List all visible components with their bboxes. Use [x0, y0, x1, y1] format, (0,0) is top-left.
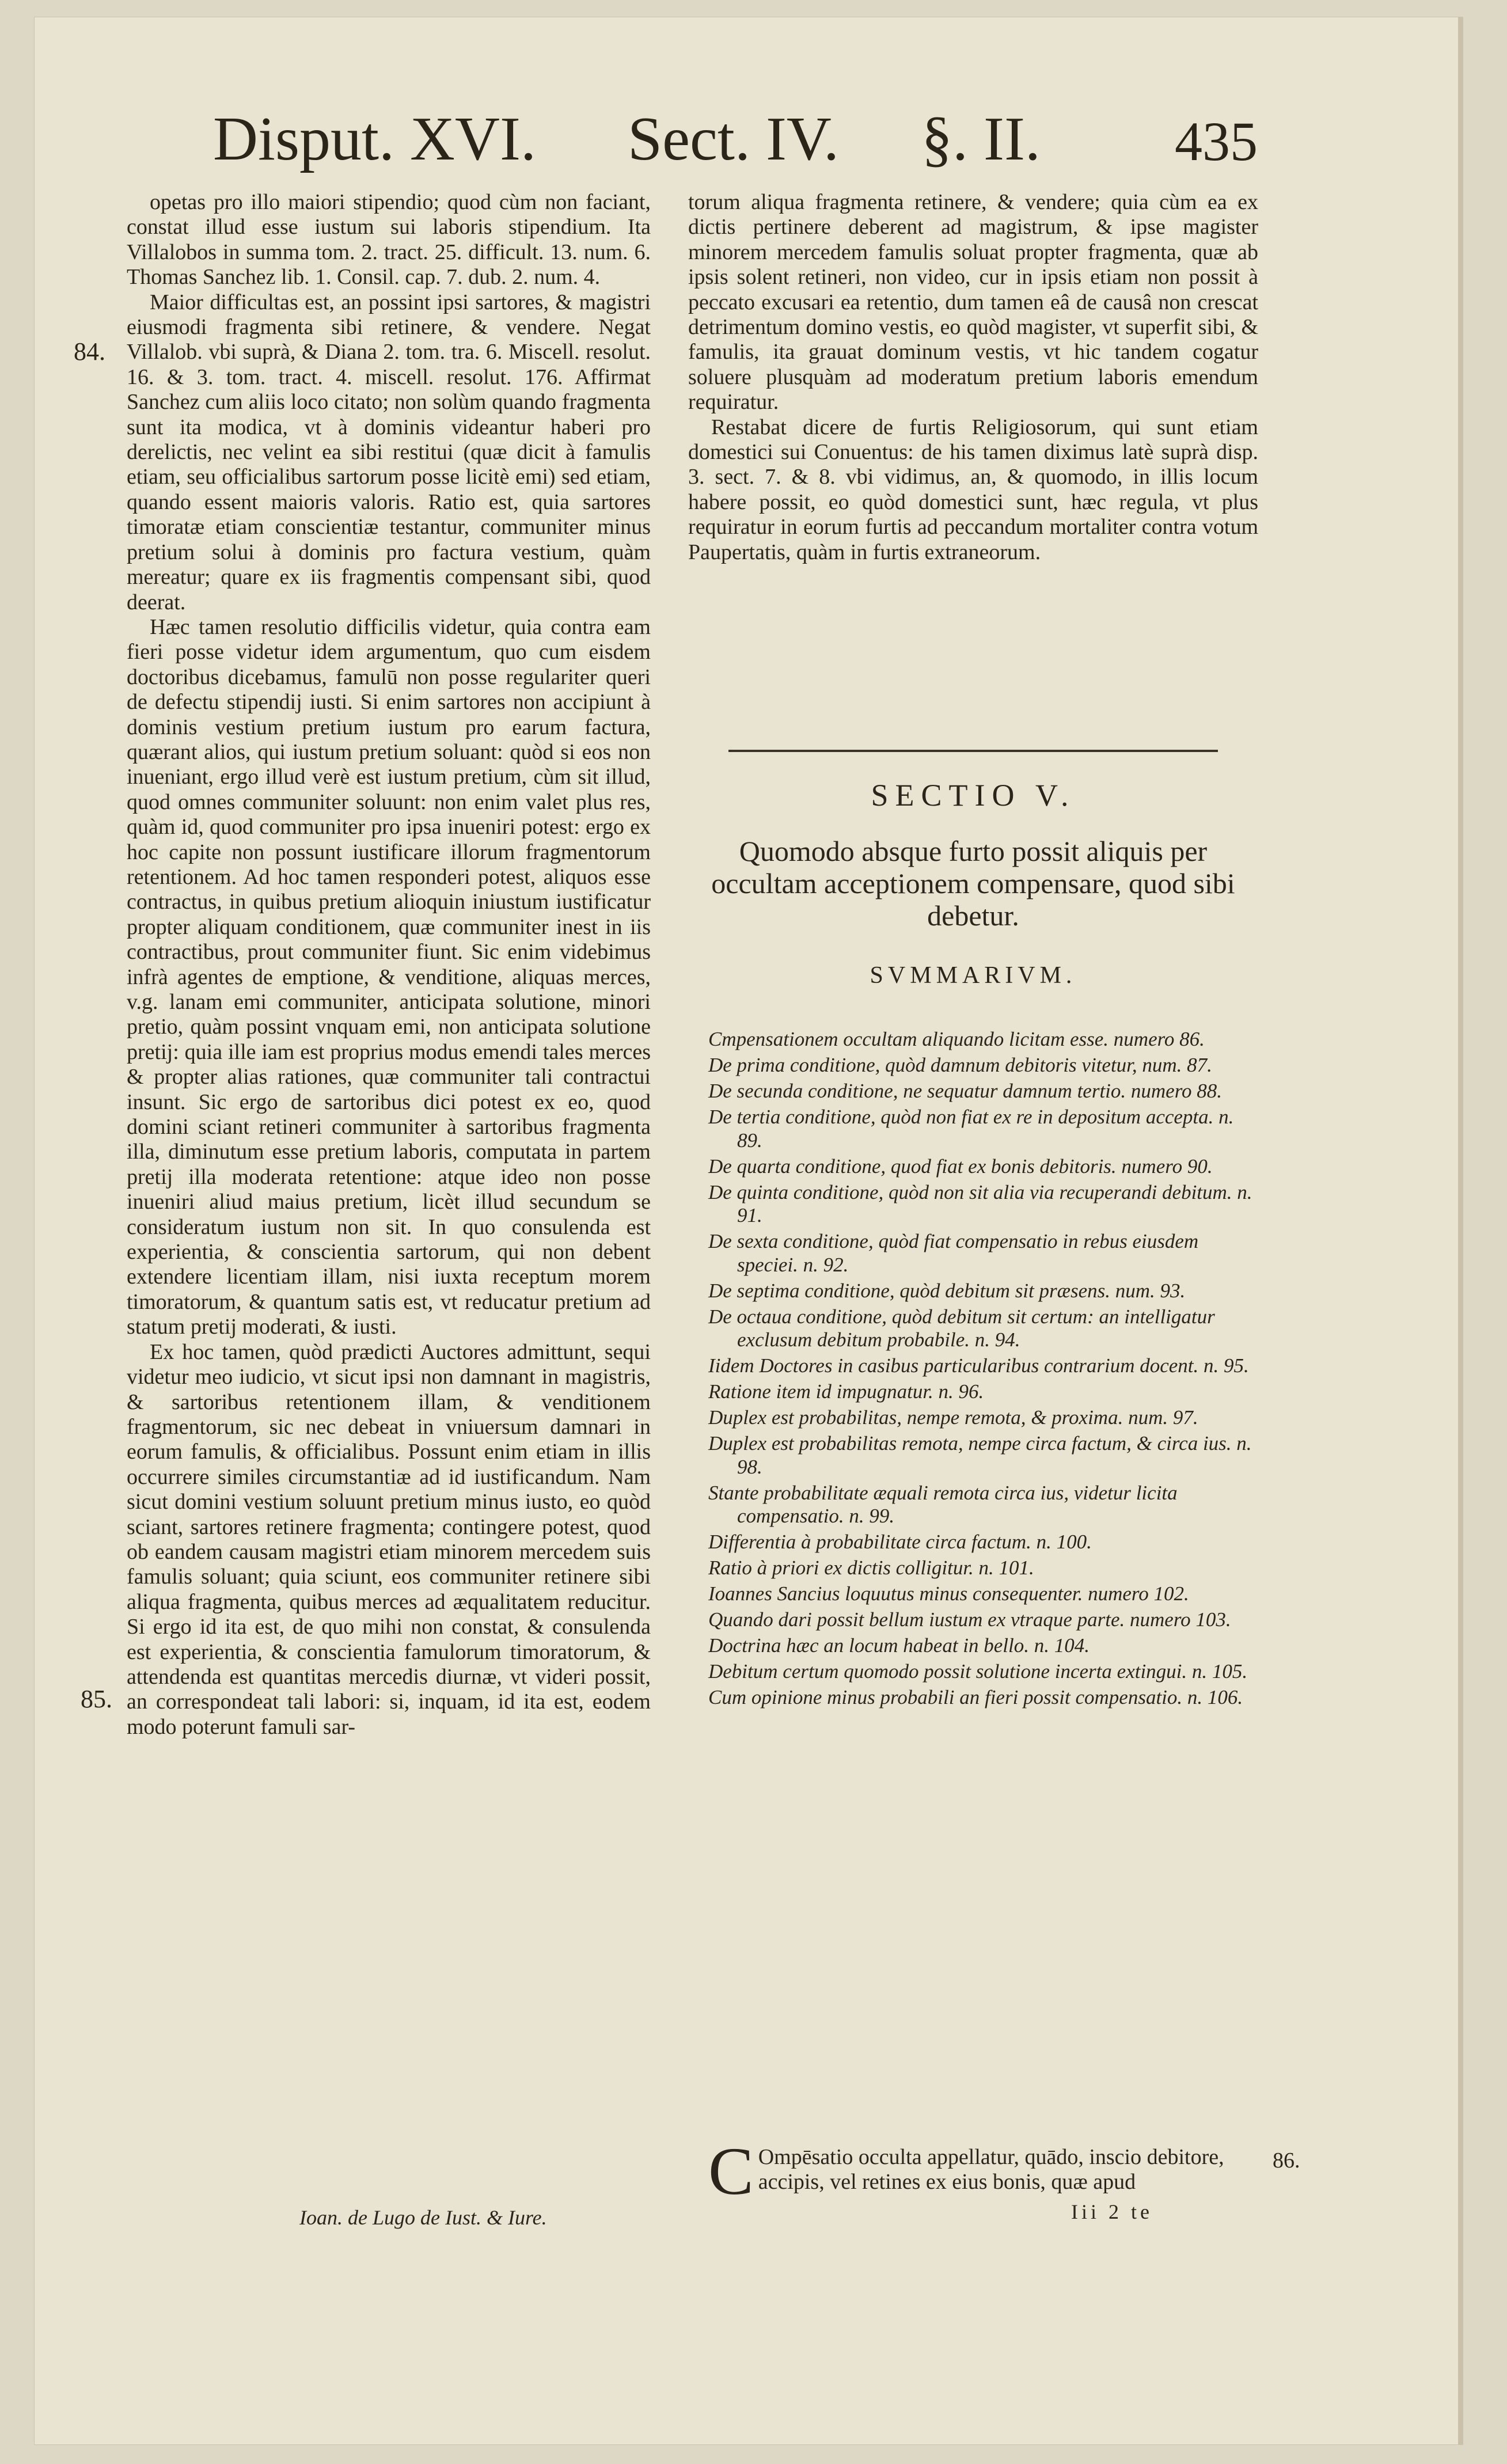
summary-item: Duplex est probabilitas, nempe remota, & proxima. num. 97.: [708, 1406, 1198, 1429]
summary-item: Ioannes Sancius loquutus minus consequenter. numero 102.: [708, 1582, 1189, 1605]
left-paragraph-4: Ex hoc tamen, quòd prædicti Auctores admittunt, sequi videtur meo iudicio, vt sicut ipsi non damnant in magistris, & sartoribus retentionem illam, & venditionem fragmentorum, sic nec debeat in vniuersum damnari in eorum famulis, & officialibus. Possunt enim etiam in illis occurrere similes circumstantiæ ad id iustificandum. Nam sicut domini vestium soluunt pretium minus iusto, eo quòd sciant, sartores retinere fragmenta; contingere potest, quod ob eandem causam magistri etiam minorem mercedem suis famulis soluant; quia sciunt, eos communiter retinere sibi aliqua fragmenta, quibus merces ad æqualitatem reducitur. Si ergo id ita est, de quo mihi non constat, & consulenda est experientia, & conscientia famulorum timoratorum, & attendenda est quantitas mercedis diurnæ, vt videri possit, an correspondeat tali labori: si, inquam, id ita est, eodem modo poterunt famuli sar-: [127, 1339, 651, 1739]
summary-item: Doctrina hæc an locum habeat in bello. n. 104.: [708, 1634, 1090, 1657]
summary-item: Ratione item id impugnatur. n. 96.: [708, 1380, 984, 1403]
left-paragraph-2: Maior difficultas est, an possint ipsi sartores, & magistri eiusmodi fragmenta sibi retinere, & vendere. Negat Villalob. vbi suprà, & Diana 2. tom. tra. 6. Miscell. resolut. 16. & 3. tom. tract. 4. miscell. resolut. 176. Affirmat Sanchez cum aliis loco citato; non solùm quando fragmenta sunt ita modica, vt à dominis videantur haberi pro derelictis, nec velint ea sibi restitui (quæ dicit à famulis etiam, seu officialibus sartorum posse licitè emi) sed etiam, quando essent maioris valoris. Ratio est, quia sartores timoratæ etiam conscientiæ testantur, communiter minus pretium solui à dominis pro factura vestium, quàm mereatur; quare ex iis fragmentis compensant sibi, quod deerat.: [127, 290, 651, 614]
paragraph-number-86: 86.: [1273, 2148, 1300, 2173]
page-number: 435: [1175, 111, 1258, 172]
closing-paragraph: [708, 2133, 1261, 2209]
summary-list: [708, 1028, 1252, 1712]
left-column: [127, 190, 651, 1740]
header-paragraph: §. II.: [921, 105, 1041, 173]
book-page: [35, 17, 1463, 2444]
right-paragraph-2: Restabat dicere de furtis Religiosorum, qui sunt etiam domestici sui Conuentus: de his tamen diximus latè suprà disp. 3. sect. 7. & 8. vbi vidimus, an, & quomodo, in illis locum habere possit, eo quòd domestici sunt, hæc regula, vt plus requiratur in eorum furtis ad peccandum mortaliter contra votum Paupertatis, quàm in furtis extraneorum.: [688, 415, 1258, 564]
page-edge: [1458, 17, 1463, 2444]
section-divider: [728, 750, 1218, 752]
closing-text: Ompēsatio occulta appellatur, quādo, inscio debitore, accipis, vel retines ex eius bonis, quæ apud: [758, 2145, 1224, 2194]
header-disputation: Disput. XVI.: [213, 105, 536, 173]
summary-item: De sexta conditione, quòd fiat compensatio in rebus eiusdem speciei. n. 92.: [708, 1230, 1199, 1276]
right-paragraph-1: torum aliqua fragmenta retinere, & vendere; quia cùm ea ex dictis pertinere deberent ad magistrum, & ipse magister minorem mercedem famulis soluat propter fragmenta, quæ ab ipsis solent retineri, non video, cur in ipsis etiam non possit à peccato excusari ea retentio, dum tamen eâ de causâ non crescat detrimentum domino vestis, eo quòd magister, vt superfit sibi, & famulis, ita grauat dominum vestis, vt hic tandem cogatur soluere plusquàm ad moderatum pretium laboris emendum requiratur.: [688, 190, 1258, 415]
summary-item: Debitum certum quomodo possit solutione incerta extingui. n. 105.: [708, 1660, 1248, 1683]
paragraph-number-84: 84.: [74, 337, 105, 366]
summary-item: De octaua conditione, quòd debitum sit certum: an intelligatur exclusum debitum probabile. n. 94.: [708, 1305, 1215, 1351]
section-heading: SECTIO V.: [871, 778, 1076, 813]
left-paragraph-1: opetas pro illo maiori stipendio; quod cùm non faciant, constat illud esse iustum sui laboris stipendium. Ita Villalobos in summa tom. 2. tract. 25. difficult. 13. num. 6. Thomas Sanchez lib. 1. Consil. cap. 7. dub. 2. num. 4.: [127, 190, 651, 290]
running-header: [179, 104, 1273, 190]
section-title: Quomodo absque furto possit aliquis per occultam acceptionem compensare, quod sibi debetur.: [711, 835, 1235, 932]
paragraph-number-85: 85.: [81, 1685, 112, 1713]
summary-item: De quarta conditione, quod fiat ex bonis debitoris. numero 90.: [708, 1155, 1213, 1178]
header-section: Sect. IV.: [628, 105, 839, 173]
summary-item: De tertia conditione, quòd non fiat ex re in depositum accepta. n. 89.: [708, 1106, 1234, 1152]
summary-item: Iidem Doctores in casibus particularibus contrarium docent. n. 95.: [708, 1354, 1249, 1377]
summary-item: De secunda conditione, ne sequatur damnum tertio. numero 88.: [708, 1080, 1223, 1102]
summary-item: Differentia à probabilitate circa factum. n. 100.: [708, 1531, 1092, 1553]
catchword: Iii 2 te: [1071, 2200, 1153, 2223]
summary-item: Duplex est probabilitas remota, nempe circa factum, & circa ius. n. 98.: [708, 1432, 1252, 1478]
summary-item: Cum opinione minus probabili an fieri possit compensatio. n. 106.: [708, 1686, 1243, 1709]
summary-item: Ratio à priori ex dictis colligitur. n. 101.: [708, 1556, 1034, 1579]
signature-line: Ioan. de Lugo de Iust. & Iure.: [299, 2206, 547, 2229]
summary-item: Cmpensationem occultam aliquando licitam esse. numero 86.: [708, 1028, 1205, 1050]
left-paragraph-3: Hæc tamen resolutio difficilis videtur, quia contra eam fieri posse videtur idem argumentum, quo cum eisdem doctoribus dicebamus, famulū non posse regulariter queri de defectu stipendij iusti. Si enim sartores non accipiunt à dominis vestium pretium iustum pro earum factura, quærant alios, qui iustum pretium soluant: quòd si eos non inueniant, ergo illud verè est iustum pretium, cùm sit illud, quod omnes communiter soluunt: non enim valet plus res, quàm id, quod communiter pro ipsa inueniri potest: ergo ex hoc capite non possunt iustificare illorum fragmentorum retentionem. Ad hoc tamen responderi potest, aliquos esse contractus, in quibus pretium alioquin iniustum iustificatur propter aliquam conditionem, quæ communiter inest in iis contractibus, prout communiter fiunt. Sic enim videbimus infrà agentes de emptione, & venditione, aliquas merces, v.g. lanam emi communiter, anticipata solutione, minori pretio, quàm possint vnquam emi, non anticipata solutione pretij: quia ille iam est proprius modus emendi tales merces & propter alias rationes, quæ communiter tali contractui insunt. Sic ergo de sartoribus dici potest ex eo, quod domini sciant retineri communiter à sartoribus fragmenta illa, diminutum esse pretium laboris, computata in partem pretij illa moderata retentione: atque ideo non posse inueniri aliud maius pretium, licèt illud secundum se consideratum iustum non sit. In quo consulenda est experientia, & conscientia sartorum, qui non debent extendere licentiam illam, nisi iuxta receptum morem timoratorum, & quantum satis est, vt reducatur pretium ad statum pretij moderati, & iusti.: [127, 614, 651, 1339]
summary-heading: SVMMARIVM.: [870, 962, 1077, 989]
summary-item: Quando dari possit bellum iustum ex vtraque parte. numero 103.: [708, 1608, 1231, 1631]
summary-item: Stante probabilitate æquali remota circa ius, videtur licita compensatio. n. 99.: [708, 1481, 1178, 1527]
drop-cap-letter: C: [708, 2133, 754, 2209]
right-column: [688, 190, 1258, 565]
summary-item: De prima conditione, quòd damnum debitoris vitetur, num. 87.: [708, 1054, 1212, 1076]
summary-item: De septima conditione, quòd debitum sit præsens. num. 93.: [708, 1279, 1186, 1302]
summary-item: De quinta conditione, quòd non sit alia via recuperandi debitum. n. 91.: [708, 1180, 1252, 1227]
